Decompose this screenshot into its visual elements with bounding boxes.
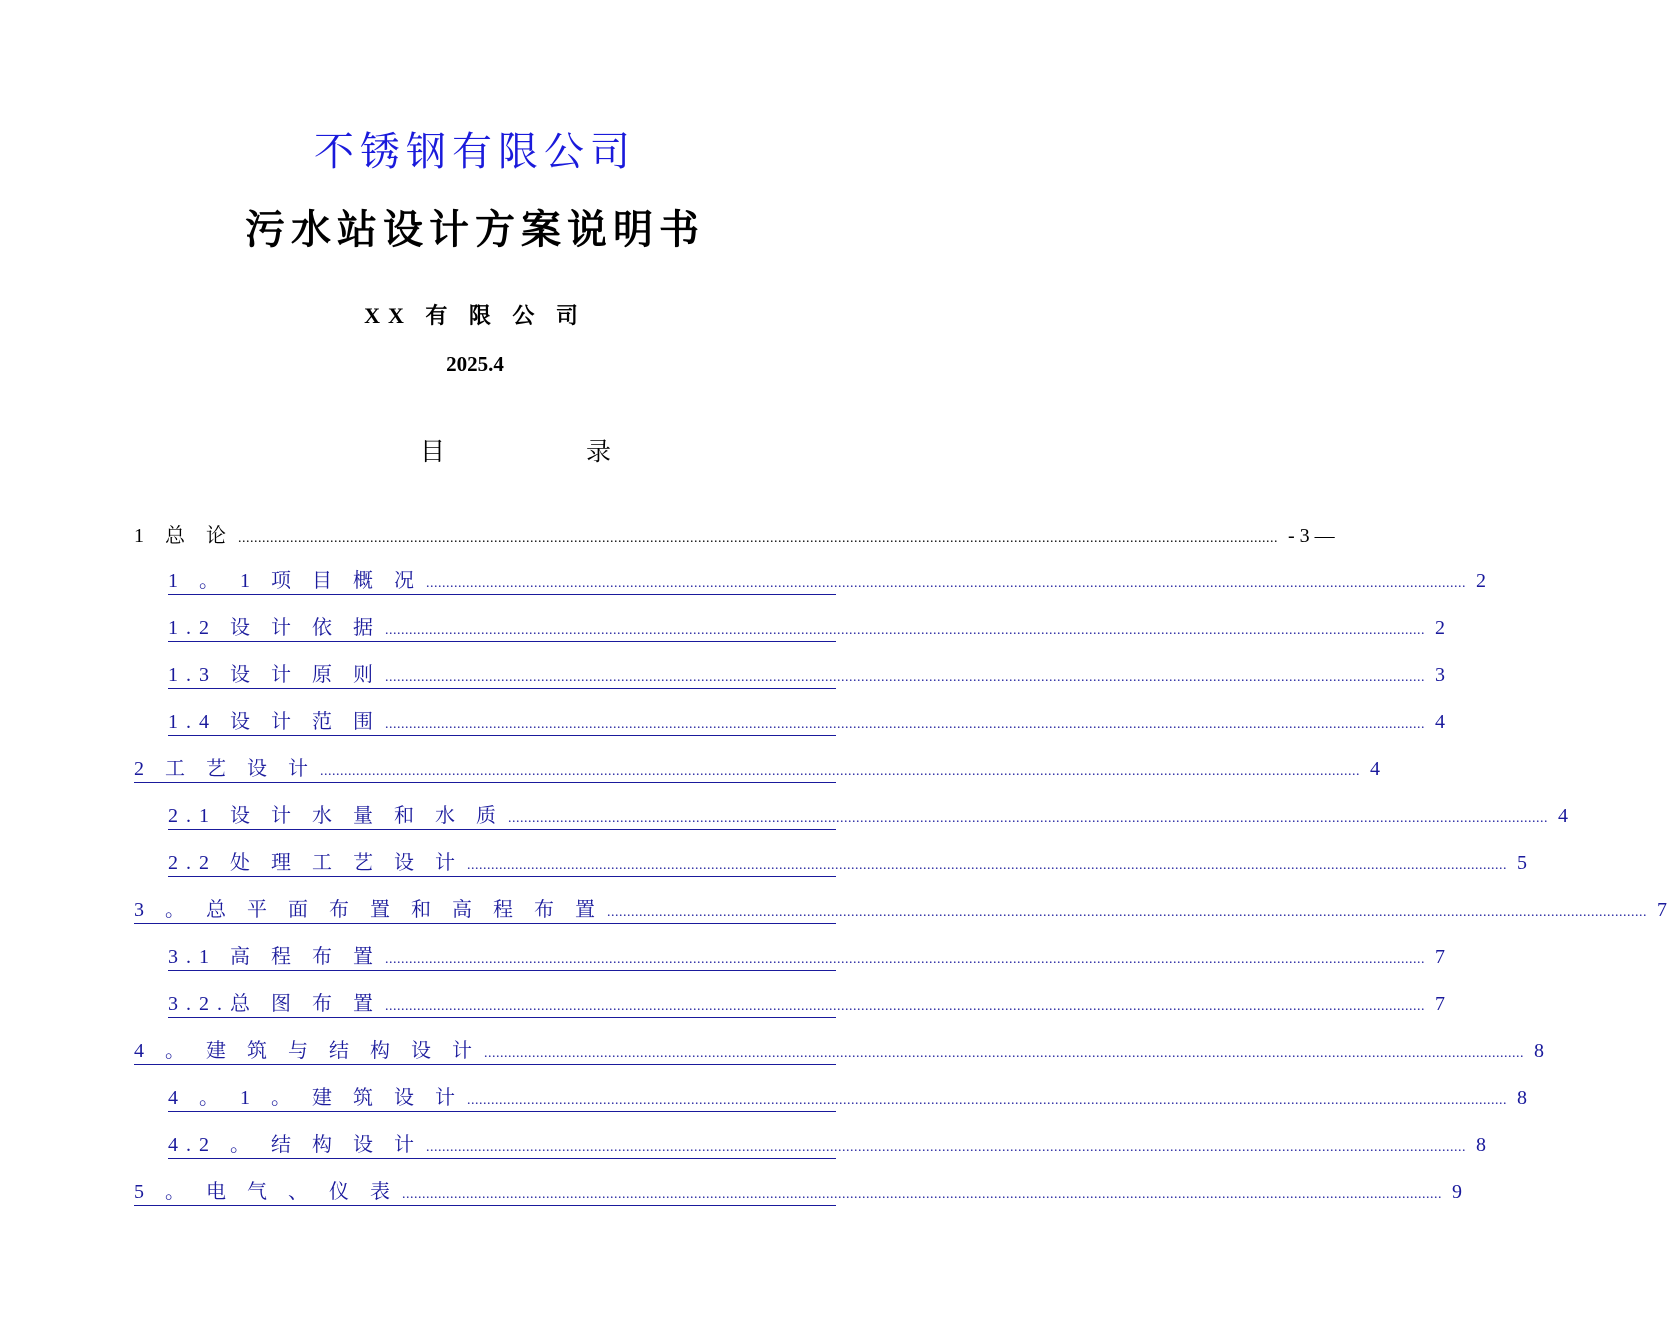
toc-dot-leader: .................................................................................................................................................................................................................................................................... — [426, 1140, 1466, 1155]
toc-dot-leader: .................................................................................................................................................................................................................................................................... — [402, 1187, 1442, 1202]
toc-entry-label: 4.2 。 结 构 设 计 — [168, 1134, 422, 1156]
organization-name: XX 有 限 公 司 — [364, 303, 586, 328]
toc-entry-label: 4 。 1 。 建 筑 设 计 — [168, 1087, 463, 1109]
toc-entry-label: 2.1 设 计 水 量 和 水 质 — [168, 805, 504, 827]
toc-heading-left: 目 — [420, 437, 446, 466]
toc-entry[interactable] — [134, 895, 1667, 924]
toc-entry-label: 5 。 电 气 、 仪 表 — [134, 1181, 398, 1203]
toc-dot-leader: .................................................................................................................................................................................................................................................................... — [385, 670, 1425, 685]
toc-entry[interactable] — [134, 1036, 1544, 1065]
toc-entry-label: 3.1 高 程 布 置 — [168, 946, 381, 968]
toc-page-number: 4 — [1370, 758, 1380, 780]
company-title: 不锈钢有限公司 — [314, 129, 636, 175]
toc-heading-right: 录 — [586, 437, 612, 466]
toc-entry-label: 3 。 总 平 面 布 置 和 高 程 布 置 — [134, 899, 603, 921]
toc-dot-leader: .................................................................................................................................................................................................................................................................... — [607, 905, 1647, 920]
toc-dot-leader: .................................................................................................................................................................................................................................................................... — [238, 531, 1278, 546]
toc-entry[interactable] — [168, 801, 1568, 830]
toc-entry-label: 4 。 建 筑 与 结 构 设 计 — [134, 1040, 480, 1062]
toc-entry[interactable] — [168, 660, 1445, 689]
toc-dot-leader: .................................................................................................................................................................................................................................................................... — [467, 1093, 1507, 1108]
toc-entry[interactable] — [168, 566, 1486, 595]
toc-dot-leader: .................................................................................................................................................................................................................................................................... — [385, 999, 1425, 1014]
toc-page-number: 5 — [1517, 852, 1527, 874]
toc-entry[interactable] — [168, 942, 1445, 971]
toc-page-number: 4 — [1435, 711, 1445, 733]
toc-dot-leader: .................................................................................................................................................................................................................................................................... — [508, 811, 1548, 826]
toc-entry-label: 1.3 设 计 原 则 — [168, 664, 381, 686]
toc-entry-label: 1 总 论 — [134, 525, 234, 547]
toc-page-number: 2 — [1435, 617, 1445, 639]
toc-page-number: 8 — [1476, 1134, 1486, 1156]
toc-entry[interactable] — [168, 848, 1527, 877]
toc-entry-label: 1.4 设 计 范 围 — [168, 711, 381, 733]
toc-dot-leader: .................................................................................................................................................................................................................................................................... — [467, 858, 1507, 873]
toc-page-number: 2 — [1476, 570, 1486, 592]
toc-page-number: 8 — [1534, 1040, 1544, 1062]
toc-entry-label: 1.2 设 计 依 据 — [168, 617, 381, 639]
toc-entry[interactable] — [168, 707, 1445, 736]
toc-dot-leader: .................................................................................................................................................................................................................................................................... — [426, 576, 1466, 591]
toc-heading — [0, 432, 950, 472]
toc-entry[interactable] — [168, 989, 1445, 1018]
toc-dot-leader: .................................................................................................................................................................................................................................................................... — [385, 717, 1425, 732]
toc-entry-label: 3.2.总 图 布 置 — [168, 993, 381, 1015]
toc-entry-label: 2.2 处 理 工 艺 设 计 — [168, 852, 463, 874]
document-title: 污水站设计方案说明书 — [245, 207, 705, 253]
toc-entry — [134, 519, 1335, 549]
toc-page-number: 7 — [1435, 993, 1445, 1015]
toc-dot-leader: .................................................................................................................................................................................................................................................................... — [385, 952, 1425, 967]
toc-entry[interactable] — [168, 613, 1445, 642]
toc-entry[interactable] — [134, 754, 1380, 783]
toc-entry[interactable] — [168, 1130, 1486, 1159]
toc-page-number: 9 — [1452, 1181, 1462, 1203]
toc-entry-label: 2 工 艺 设 计 — [134, 758, 316, 780]
toc-dot-leader: .................................................................................................................................................................................................................................................................... — [385, 623, 1425, 638]
toc-page-number: 4 — [1558, 805, 1568, 827]
document-date: 2025.4 — [446, 352, 504, 376]
toc-dot-leader: .................................................................................................................................................................................................................................................................... — [320, 764, 1360, 779]
toc-page-number: 8 — [1517, 1087, 1527, 1109]
toc-page-number: - 3 — — [1288, 525, 1335, 547]
toc-page-number: 7 — [1435, 946, 1445, 968]
toc-entry[interactable] — [134, 1177, 1462, 1206]
toc-entry[interactable] — [168, 1083, 1527, 1112]
toc-dot-leader: .................................................................................................................................................................................................................................................................... — [484, 1046, 1524, 1061]
toc-entry-label: 1 。 1 项 目 概 况 — [168, 570, 422, 592]
toc-page-number: 3 — [1435, 664, 1445, 686]
toc-page-number: 7 — [1657, 899, 1667, 921]
